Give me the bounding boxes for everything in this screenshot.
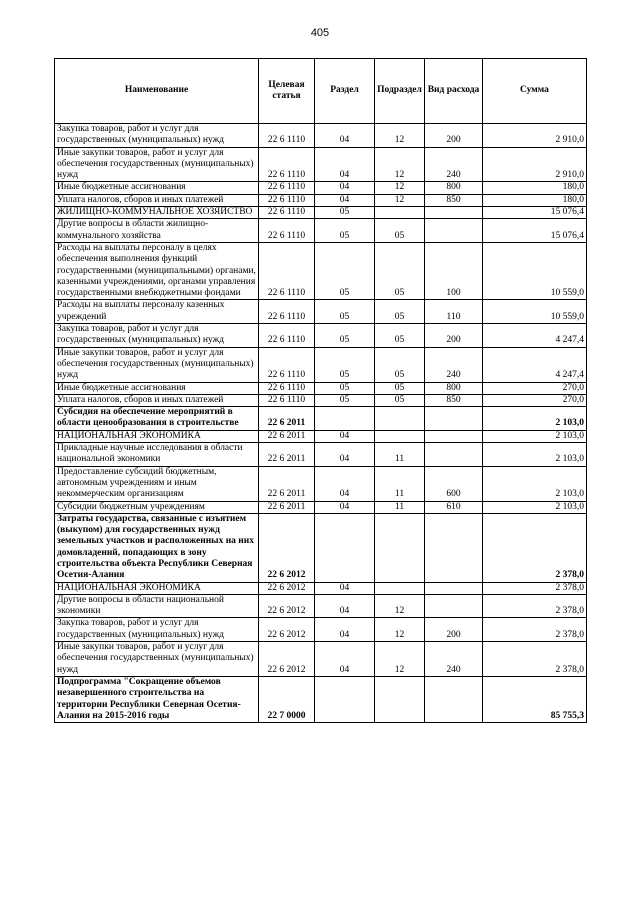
cell-name: Другие вопросы в области жилищно-коммунального хозяйства xyxy=(55,219,259,243)
cell-amount: 2 103,0 xyxy=(483,501,587,513)
cell-section: 04 xyxy=(315,642,375,677)
column-header-amount: Сумма xyxy=(483,59,587,124)
cell-amount: 180,0 xyxy=(483,194,587,206)
table-row xyxy=(55,466,587,501)
table-row xyxy=(55,219,587,243)
cell-subsection xyxy=(375,676,425,722)
cell-expense-type xyxy=(425,219,483,243)
cell-name: НАЦИОНАЛЬНАЯ ЭКОНОМИКА xyxy=(55,430,259,442)
cell-amount: 4 247,4 xyxy=(483,347,587,382)
cell-amount: 10 559,0 xyxy=(483,300,587,324)
cell-section: 05 xyxy=(315,394,375,406)
column-header-target: Целевая статья xyxy=(259,59,315,124)
cell-subsection xyxy=(375,207,425,219)
cell-expense-type: 850 xyxy=(425,394,483,406)
cell-subsection: 12 xyxy=(375,194,425,206)
cell-target: 22 6 1110 xyxy=(259,242,315,299)
cell-name: Расходы на выплаты персоналу казенных учреждений xyxy=(55,300,259,324)
cell-section: 04 xyxy=(315,147,375,182)
cell-name: Уплата налогов, сборов и иных платежей xyxy=(55,194,259,206)
cell-target: 22 6 2012 xyxy=(259,582,315,594)
cell-section: 04 xyxy=(315,466,375,501)
table-row xyxy=(55,182,587,194)
cell-amount: 2 103,0 xyxy=(483,407,587,431)
cell-subsection xyxy=(375,513,425,582)
cell-target: 22 7 0000 xyxy=(259,676,315,722)
column-header-name: Наименование xyxy=(55,59,259,124)
cell-target: 22 6 2011 xyxy=(259,501,315,513)
cell-amount: 2 378,0 xyxy=(483,618,587,642)
cell-name: Затраты государства, связанные с изъятием (выкупом) для государственных нужд земельных участков и расположенных на них домовладений, попадающих в зону строительства объекта Республики Северная Осетия-Алания xyxy=(55,513,259,582)
cell-subsection: 05 xyxy=(375,242,425,299)
cell-amount: 2 910,0 xyxy=(483,147,587,182)
cell-subsection xyxy=(375,582,425,594)
cell-target: 22 6 1110 xyxy=(259,219,315,243)
table-header-row xyxy=(55,59,587,124)
table-row xyxy=(55,300,587,324)
cell-name: Прикладные научные исследования в области национальной экономики xyxy=(55,443,259,467)
cell-subsection xyxy=(375,407,425,431)
column-header-expense-type: Вид расхода xyxy=(425,59,483,124)
cell-name: Закупка товаров, работ и услуг для государственных (муниципальных) нужд xyxy=(55,618,259,642)
cell-subsection: 12 xyxy=(375,642,425,677)
cell-expense-type: 200 xyxy=(425,618,483,642)
cell-subsection: 11 xyxy=(375,501,425,513)
cell-subsection: 05 xyxy=(375,347,425,382)
cell-amount: 270,0 xyxy=(483,394,587,406)
cell-expense-type: 200 xyxy=(425,324,483,348)
cell-target: 22 6 2012 xyxy=(259,618,315,642)
table-row xyxy=(55,347,587,382)
cell-section xyxy=(315,676,375,722)
table-row xyxy=(55,501,587,513)
cell-name: Закупка товаров, работ и услуг для государственных (муниципальных) нужд xyxy=(55,124,259,148)
cell-amount: 85 755,3 xyxy=(483,676,587,722)
cell-amount: 270,0 xyxy=(483,382,587,394)
cell-expense-type: 110 xyxy=(425,300,483,324)
cell-name: Иные закупки товаров, работ и услуг для обеспечения государственных (муниципальных) нужд xyxy=(55,147,259,182)
cell-target: 22 6 2011 xyxy=(259,443,315,467)
cell-amount: 2 103,0 xyxy=(483,430,587,442)
cell-target: 22 6 1110 xyxy=(259,147,315,182)
cell-target: 22 6 2012 xyxy=(259,594,315,618)
table-row xyxy=(55,618,587,642)
cell-section: 04 xyxy=(315,594,375,618)
cell-amount: 2 378,0 xyxy=(483,594,587,618)
cell-name: Расходы на выплаты персоналу в целях обеспечения выполнения функций государственными (муниципальными) органами, казенными учреждениями, органами управления государственными внебюджетными фондами xyxy=(55,242,259,299)
cell-subsection: 05 xyxy=(375,382,425,394)
cell-section: 05 xyxy=(315,219,375,243)
cell-expense-type xyxy=(425,676,483,722)
cell-expense-type: 800 xyxy=(425,182,483,194)
cell-target: 22 6 2012 xyxy=(259,513,315,582)
cell-expense-type: 800 xyxy=(425,382,483,394)
cell-target: 22 6 1110 xyxy=(259,207,315,219)
cell-section: 05 xyxy=(315,324,375,348)
cell-section xyxy=(315,407,375,431)
cell-subsection: 12 xyxy=(375,124,425,148)
table-row xyxy=(55,382,587,394)
table-row xyxy=(55,324,587,348)
cell-subsection: 12 xyxy=(375,182,425,194)
column-header-subsection: Подраздел xyxy=(375,59,425,124)
column-header-section: Раздел xyxy=(315,59,375,124)
cell-name: Иные бюджетные ассигнования xyxy=(55,182,259,194)
table-row xyxy=(55,147,587,182)
cell-expense-type: 600 xyxy=(425,466,483,501)
table-row xyxy=(55,194,587,206)
table-row xyxy=(55,124,587,148)
cell-expense-type: 100 xyxy=(425,242,483,299)
cell-section: 05 xyxy=(315,382,375,394)
cell-amount: 2 378,0 xyxy=(483,513,587,582)
cell-target: 22 6 1110 xyxy=(259,394,315,406)
cell-expense-type xyxy=(425,407,483,431)
cell-subsection: 11 xyxy=(375,466,425,501)
cell-subsection: 05 xyxy=(375,324,425,348)
cell-subsection: 05 xyxy=(375,394,425,406)
cell-section xyxy=(315,513,375,582)
cell-name: Другие вопросы в области национальной экономики xyxy=(55,594,259,618)
cell-name: Иные закупки товаров, работ и услуг для обеспечения государственных (муниципальных) нужд xyxy=(55,642,259,677)
cell-amount: 4 247,4 xyxy=(483,324,587,348)
cell-expense-type xyxy=(425,582,483,594)
table-row xyxy=(55,582,587,594)
cell-expense-type xyxy=(425,207,483,219)
table-row xyxy=(55,642,587,677)
cell-name: Иные бюджетные ассигнования xyxy=(55,382,259,394)
table-body xyxy=(55,124,587,723)
cell-expense-type xyxy=(425,594,483,618)
cell-expense-type: 240 xyxy=(425,347,483,382)
cell-amount: 2 910,0 xyxy=(483,124,587,148)
cell-subsection: 12 xyxy=(375,147,425,182)
cell-section: 05 xyxy=(315,242,375,299)
cell-section: 04 xyxy=(315,443,375,467)
cell-amount: 180,0 xyxy=(483,182,587,194)
table-row xyxy=(55,443,587,467)
cell-section: 04 xyxy=(315,618,375,642)
cell-subsection: 11 xyxy=(375,443,425,467)
cell-expense-type: 850 xyxy=(425,194,483,206)
cell-amount: 15 076,4 xyxy=(483,219,587,243)
cell-name: Подпрограмма "Сокращение объемов незавершенного строительства на территории Республики Северная Осетия-Алания на 2015-2016 годы xyxy=(55,676,259,722)
cell-expense-type: 240 xyxy=(425,147,483,182)
cell-name: Субсидии бюджетным учреждениям xyxy=(55,501,259,513)
cell-target: 22 6 2011 xyxy=(259,466,315,501)
cell-amount: 15 076,4 xyxy=(483,207,587,219)
cell-name: Предоставление субсидий бюджетным, автономным учреждениям и иным некоммерческим организациям xyxy=(55,466,259,501)
cell-name: ЖИЛИЩНО-КОММУНАЛЬНОЕ ХОЗЯЙСТВО xyxy=(55,207,259,219)
cell-name: НАЦИОНАЛЬНАЯ ЭКОНОМИКА xyxy=(55,582,259,594)
cell-section: 04 xyxy=(315,194,375,206)
table-row xyxy=(55,207,587,219)
cell-amount: 10 559,0 xyxy=(483,242,587,299)
table-row xyxy=(55,394,587,406)
cell-subsection: 12 xyxy=(375,618,425,642)
cell-section: 04 xyxy=(315,182,375,194)
table-row xyxy=(55,430,587,442)
cell-target: 22 6 1110 xyxy=(259,382,315,394)
cell-expense-type: 200 xyxy=(425,124,483,148)
table-row xyxy=(55,407,587,431)
cell-amount: 2 378,0 xyxy=(483,582,587,594)
cell-section: 04 xyxy=(315,501,375,513)
cell-target: 22 6 1110 xyxy=(259,124,315,148)
cell-subsection xyxy=(375,430,425,442)
table-row xyxy=(55,513,587,582)
cell-target: 22 6 2012 xyxy=(259,642,315,677)
cell-expense-type xyxy=(425,443,483,467)
cell-amount: 2 103,0 xyxy=(483,466,587,501)
page-number: 405 xyxy=(310,27,330,39)
cell-name: Субсидия на обеспечение мероприятий в области ценообразования в строительстве xyxy=(55,407,259,431)
cell-section: 05 xyxy=(315,207,375,219)
cell-subsection: 05 xyxy=(375,219,425,243)
cell-target: 22 6 1110 xyxy=(259,182,315,194)
cell-target: 22 6 1110 xyxy=(259,324,315,348)
cell-expense-type: 240 xyxy=(425,642,483,677)
cell-section: 04 xyxy=(315,582,375,594)
cell-expense-type: 610 xyxy=(425,501,483,513)
table-row xyxy=(55,242,587,299)
budget-table xyxy=(54,58,587,723)
table-row xyxy=(55,676,587,722)
cell-subsection: 12 xyxy=(375,594,425,618)
cell-amount: 2 103,0 xyxy=(483,443,587,467)
cell-expense-type xyxy=(425,513,483,582)
cell-section: 04 xyxy=(315,124,375,148)
table-row xyxy=(55,594,587,618)
cell-target: 22 6 2011 xyxy=(259,430,315,442)
cell-target: 22 6 2011 xyxy=(259,407,315,431)
cell-target: 22 6 1110 xyxy=(259,300,315,324)
cell-section: 05 xyxy=(315,300,375,324)
cell-section: 04 xyxy=(315,430,375,442)
cell-amount: 2 378,0 xyxy=(483,642,587,677)
cell-subsection: 05 xyxy=(375,300,425,324)
cell-section: 05 xyxy=(315,347,375,382)
cell-target: 22 6 1110 xyxy=(259,194,315,206)
cell-name: Закупка товаров, работ и услуг для государственных (муниципальных) нужд xyxy=(55,324,259,348)
cell-expense-type xyxy=(425,430,483,442)
cell-name: Иные закупки товаров, работ и услуг для обеспечения государственных (муниципальных) нужд xyxy=(55,347,259,382)
cell-target: 22 6 1110 xyxy=(259,347,315,382)
cell-name: Уплата налогов, сборов и иных платежей xyxy=(55,394,259,406)
